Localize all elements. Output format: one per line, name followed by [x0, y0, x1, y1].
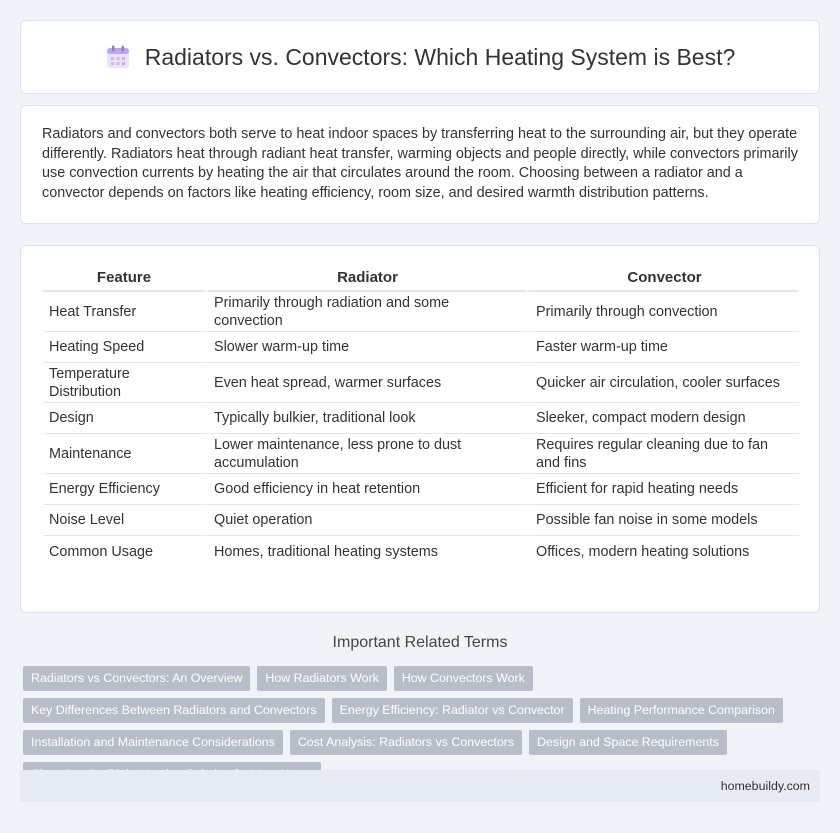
related-term-tag[interactable]: Heating Performance Comparison [580, 698, 783, 723]
related-term-tag[interactable]: Installation and Maintenance Considerations [23, 730, 283, 755]
table-cell-radiator: Homes, traditional heating systems [205, 536, 527, 567]
table-cell-radiator: Lower maintenance, less prone to dust accumulation [205, 434, 527, 474]
table-cell-radiator: Slower warm-up time [205, 332, 527, 363]
intro-card [20, 105, 820, 224]
table-row [43, 363, 799, 403]
table-cell-convector: Possible fan noise in some models [527, 505, 799, 536]
table-cell-convector: Efficient for rapid heating needs [527, 474, 799, 505]
table-cell-convector: Faster warm-up time [527, 332, 799, 363]
table-row [43, 505, 799, 536]
footer [20, 770, 820, 802]
table-cell-radiator: Quiet operation [205, 505, 527, 536]
related-term-tag[interactable]: Radiators vs Convectors: An Overview [23, 666, 250, 691]
header-card [20, 20, 820, 94]
related-term-tag[interactable]: Cost Analysis: Radiators vs Convectors [290, 730, 522, 755]
comparison-table-card [20, 245, 820, 613]
table-cell-convector: Requires regular cleaning due to fan and fins [527, 434, 799, 474]
table-cell-radiator: Primarily through radiation and some convection [205, 292, 527, 332]
table-header-row [43, 266, 799, 292]
table-row [43, 292, 799, 332]
related-terms-tags [23, 666, 823, 787]
related-term-tag[interactable]: How Radiators Work [257, 666, 386, 691]
title-wrap [105, 44, 736, 71]
table-cell-convector: Offices, modern heating solutions [527, 536, 799, 567]
column-header: Feature [43, 266, 205, 292]
table-cell-feature: Temperature Distribution [43, 363, 205, 403]
table-row [43, 403, 799, 434]
intro-paragraph: Radiators and convectors both serve to heat indoor spaces by transferring heat to the surrounding air, but they operate differently. Radiators heat through radiant heat transfer, warming objects and people directly, while convectors primarily use convection currents by heating the air that circulates around the room. Choosing between a radiator and a convector depends on factors like heating efficiency, room size, and desired warmth distribution patterns. [42, 126, 798, 201]
table-cell-feature: Heat Transfer [43, 292, 205, 332]
table-cell-feature: Maintenance [43, 434, 205, 474]
table-row [43, 474, 799, 505]
related-term-tag[interactable]: Key Differences Between Radiators and Convectors [23, 698, 325, 723]
calendar-icon [105, 44, 131, 70]
column-header: Radiator [205, 266, 527, 292]
table-cell-radiator: Typically bulkier, traditional look [205, 403, 527, 434]
footer-site-name: homebuildy.com [720, 779, 810, 793]
related-term-tag[interactable]: How Convectors Work [394, 666, 533, 691]
table-cell-feature: Energy Efficiency [43, 474, 205, 505]
table-cell-feature: Heating Speed [43, 332, 205, 363]
table-cell-convector: Sleeker, compact modern design [527, 403, 799, 434]
table-cell-feature: Common Usage [49, 543, 153, 560]
related-term-tag[interactable]: Energy Efficiency: Radiator vs Convector [332, 698, 573, 723]
table-cell-radiator: Good efficiency in heat retention [205, 474, 527, 505]
page-title: Radiators vs. Convectors: Which Heating System is Best? [144, 43, 736, 70]
table-cell-radiator: Even heat spread, warmer surfaces [205, 363, 527, 403]
table-row [43, 434, 799, 474]
related-terms-title: Important Related Terms [332, 634, 508, 651]
column-header: Convector [527, 266, 799, 292]
table-cell-feature: Noise Level [43, 505, 205, 536]
table-cell-convector: Quicker air circulation, cooler surfaces [527, 363, 799, 403]
table-row [43, 536, 799, 567]
table-cell-convector: Primarily through convection [527, 292, 799, 332]
comparison-table [43, 266, 799, 567]
related-term-tag[interactable]: Design and Space Requirements [529, 730, 727, 755]
table-cell-feature: Design [43, 403, 205, 434]
table-row [43, 332, 799, 363]
